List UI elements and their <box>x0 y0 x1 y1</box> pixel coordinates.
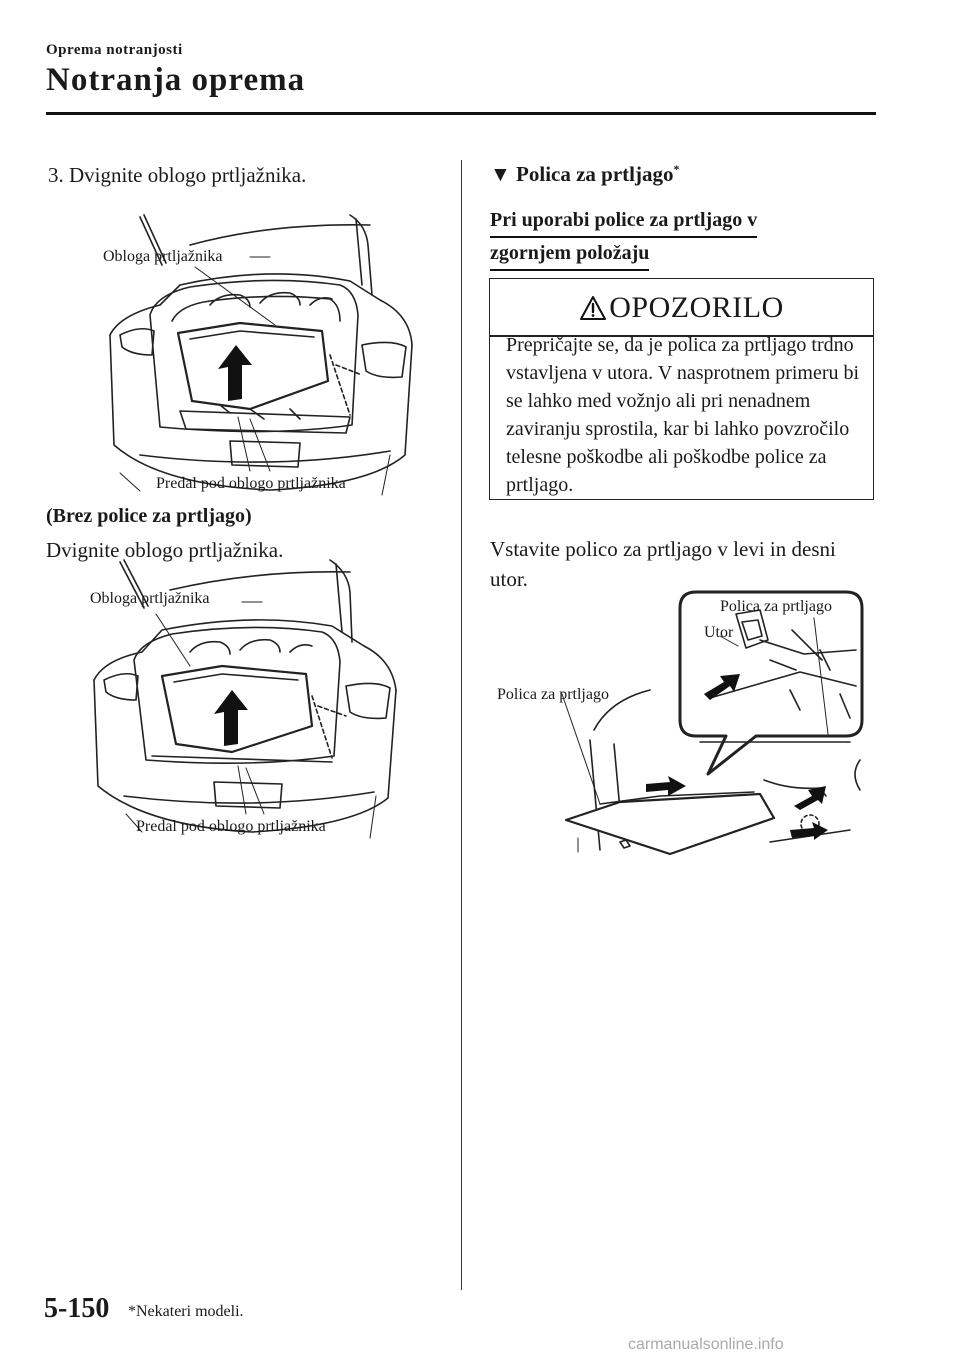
figure-3-slot-label: Utor <box>704 624 734 641</box>
subheading-line-2: zgornjem položaju <box>490 238 649 271</box>
heading-marker: ▼ <box>490 162 511 186</box>
warning-title <box>490 289 873 325</box>
no-shelf-text: Dvignite oblogo prtljažnika. <box>46 538 284 562</box>
step-3-text: 3. Dvignite oblogo prtljažnika. <box>48 163 307 187</box>
insert-shelf-text: Vstavite polico za prtljago v levi in desni utor. <box>490 537 836 591</box>
footnote: *Nekateri modeli. <box>128 1303 244 1320</box>
heading-footnote-mark: * <box>673 162 680 176</box>
column-divider <box>461 160 462 1290</box>
cargo-shelf-heading <box>490 162 680 187</box>
figure-1-box-label: Predal pod oblogo prtljažnika <box>156 475 346 492</box>
warning-title-text: OPOZORILO <box>609 291 784 325</box>
figure-3-shelf-left-label: Polica za prtljago <box>497 686 609 703</box>
figure-2-box-label: Predal pod oblogo prtljažnika <box>136 818 326 835</box>
section-label: Oprema notranjosti <box>46 42 183 58</box>
no-shelf-heading: (Brez police za prtljago) <box>46 505 252 527</box>
warning-box <box>489 278 874 500</box>
page-title: Notranja oprema <box>46 62 306 98</box>
warning-triangle-icon <box>579 295 607 321</box>
figure-3-shelf-top-label: Polica za prtljago <box>720 598 832 615</box>
title-rule <box>46 112 876 115</box>
warning-text: Prepričajte se, da je polica za prtljago trdno vstavljena v utora. V nasprotnem primeru bi se lahko med vožnjo ali pri nenadnem zaviranju sprostila, kar bi lahko povzročilo telesne poškodbe ali poškodbe police za prtljago. <box>506 334 860 496</box>
page-number: 5-150 <box>44 1293 110 1324</box>
figure-2-trim-label: Obloga prtljažnika <box>90 590 210 607</box>
heading-text: Polica za prtljago <box>516 162 674 186</box>
upper-position-subheading <box>490 205 810 271</box>
figure-1-trim-label: Obloga prtljažnika <box>103 248 223 265</box>
watermark: carmanualsonline.info <box>628 1336 784 1353</box>
subheading-line-1: Pri uporabi police za prtljago v <box>490 205 757 238</box>
